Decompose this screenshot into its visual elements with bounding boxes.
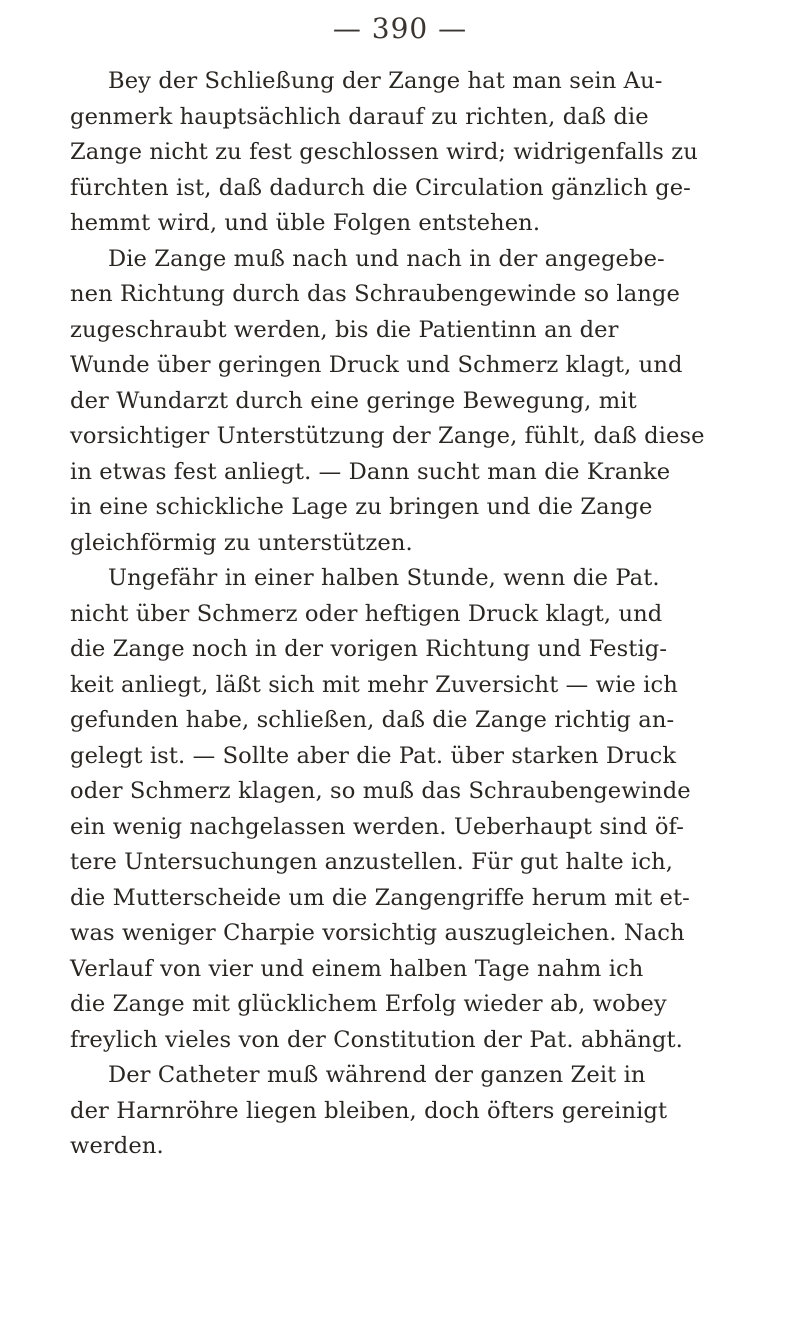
text-line: tere Untersuchungen anzustellen. Für gut halte ich, (70, 849, 674, 875)
text-line: genmerk hauptsächlich darauf zu richten, daß die (70, 103, 649, 130)
text-line: Verlauf von vier und einem halben Tage nahm ich (70, 955, 644, 982)
page-number: — 390 — (332, 12, 468, 45)
text-line: Der Catheter muß während der ganzen Zeit in (108, 1062, 646, 1088)
body-text (70, 64, 750, 1165)
text-line: keit anliegt, läßt sich mit mehr Zuversicht — wie ich (70, 671, 678, 698)
text-line: nen Richtung durch das Schraubengewinde so lange (70, 281, 680, 307)
text-line: in etwas fest anliegt. — Dann sucht man die Kranke (70, 458, 671, 485)
text-line: fürchten ist, daß dadurch die Circulation gänzlich ge- (70, 174, 691, 201)
text-line: der Harnröhre liegen bleiben, doch öfters gereinigt (70, 1097, 668, 1124)
text-line: gelegt ist. — Sollte aber die Pat. über starken Druck (70, 742, 677, 769)
paragraph-2 (70, 242, 750, 562)
text-line: hemmt wird, und üble Folgen entstehen. (70, 210, 541, 236)
paragraph-1 (70, 64, 750, 242)
text-line: die Mutterscheide um die Zangengriffe herum mit et- (70, 884, 690, 911)
text-line: Wunde über geringen Druck und Schmerz klagt, und (70, 352, 683, 378)
text-line: zugeschraubt werden, bis die Patientinn an der (70, 316, 619, 343)
paragraph-3 (70, 561, 750, 1058)
text-line: die Zange noch in der vorigen Richtung und Festig- (70, 636, 668, 662)
text-line: freylich vieles von der Constitution der Pat. abhängt. (70, 1026, 683, 1053)
text-line: Die Zange muß nach und nach in der angegebe- (108, 245, 665, 272)
text-line: der Wundarzt durch eine geringe Bewegung, mit (70, 387, 637, 414)
text-line: werden. (70, 1133, 164, 1159)
text-line: was weniger Charpie vorsichtig auszugleichen. Nach (70, 920, 685, 946)
text-line: nicht über Schmerz oder heftigen Druck klagt, und (70, 600, 663, 627)
text-line: vorsichtiger Unterstützung der Zange, fühlt, daß diese (70, 423, 705, 449)
text-line: Ungefähr in einer halben Stunde, wenn die Pat. (108, 565, 660, 591)
paragraph-4 (70, 1058, 750, 1165)
text-line: in eine schickliche Lage zu bringen und die Zange (70, 494, 653, 520)
text-line: oder Schmerz klagen, so muß das Schraubengewinde (70, 778, 691, 804)
text-line: gefunden habe, schließen, daß die Zange richtig an- (70, 707, 675, 733)
text-line: Zange nicht zu fest geschlossen wird; widrigenfalls zu (70, 139, 698, 165)
text-line: ein wenig nachgelassen werden. Ueberhaupt sind öf- (70, 813, 684, 840)
text-line: gleichförmig zu unterstützen. (70, 529, 413, 556)
text-line: die Zange mit glücklichem Erfolg wieder ab, wobey (70, 991, 667, 1017)
text-line: Bey der Schließung der Zange hat man sein Au- (108, 68, 663, 94)
